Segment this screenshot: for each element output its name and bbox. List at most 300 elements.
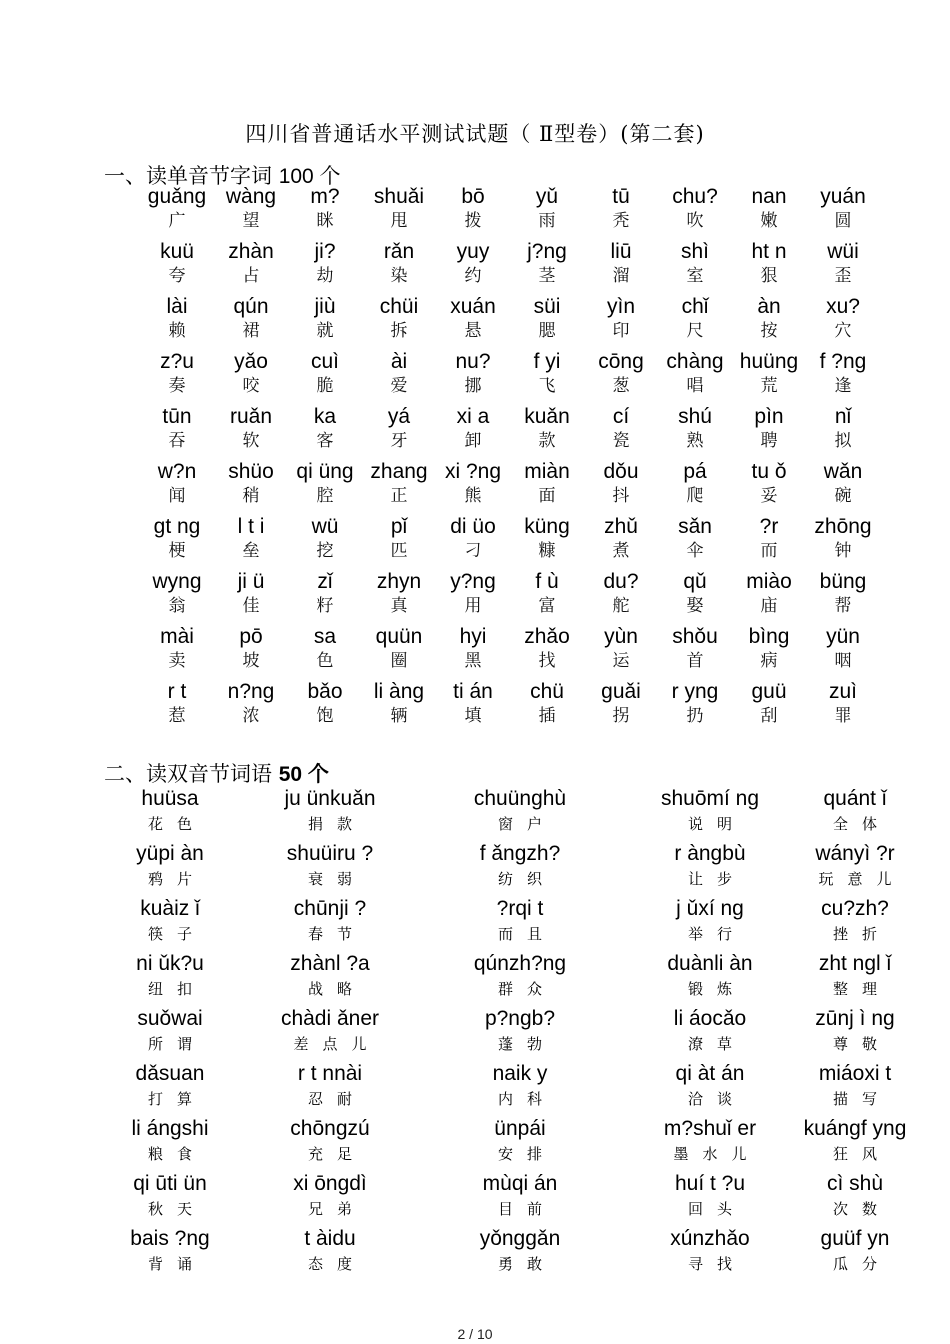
pinyin-text: kuǎn — [524, 405, 570, 428]
syllable-entry — [214, 239, 288, 294]
pinyin-text: yuy — [456, 240, 490, 263]
syllable-entry — [436, 294, 510, 349]
pinyin-text: chuünghù — [473, 787, 567, 810]
word-row — [100, 841, 910, 896]
hanzi-text: 瓷 — [612, 431, 630, 451]
syllable-entry — [806, 404, 880, 459]
syllable-entry — [732, 349, 806, 404]
word-entry — [800, 1061, 910, 1116]
syllable-entry — [584, 184, 658, 239]
pinyin-text: ?rqi t — [496, 897, 544, 920]
pinyin-text: hyi — [459, 625, 487, 648]
syllable-entry — [806, 294, 880, 349]
hanzi-text: 就 — [316, 321, 334, 341]
word-entry — [420, 1171, 620, 1226]
word-entry — [420, 1061, 620, 1116]
hanzi-text: 狠 — [760, 266, 778, 286]
section1-count: 100 个 — [278, 165, 341, 188]
pinyin-text: kuángf yng — [803, 1117, 907, 1140]
pinyin-text: miáoxi t — [818, 1062, 892, 1085]
pinyin-text: chüi — [379, 295, 419, 318]
word-entry — [800, 786, 910, 841]
pinyin-text: f yi — [533, 350, 561, 373]
word-entry — [240, 951, 420, 1006]
hanzi-text: 梗 — [168, 541, 186, 561]
syllable-entry — [658, 459, 732, 514]
hanzi-text: 茎 — [538, 266, 556, 286]
pinyin-text: shuōmí ng — [660, 787, 760, 810]
hanzi-text: 蓬勃 — [497, 1035, 556, 1053]
document-title: 四川省普通话水平测试试题（ Ⅱ型卷）(第二套) — [245, 122, 705, 146]
hanzi-text: 吹 — [686, 211, 704, 231]
pinyin-text: guüf yn — [820, 1227, 890, 1250]
pinyin-text: pá — [683, 460, 707, 483]
pinyin-text: chūnji ? — [293, 897, 367, 920]
hanzi-text: 飞 — [538, 376, 556, 396]
syllable-entry — [732, 679, 806, 734]
hanzi-text: 打算 — [147, 1090, 206, 1108]
hanzi-text: 让步 — [687, 870, 746, 888]
word-entry — [240, 841, 420, 896]
hanzi-text: 背诵 — [147, 1255, 206, 1273]
pinyin-text: pō — [239, 625, 263, 648]
syllable-entry — [362, 624, 436, 679]
pinyin-text: cu?zh? — [821, 897, 889, 920]
pinyin-text: ji ü — [237, 570, 265, 593]
hanzi-text: 帮 — [834, 596, 852, 616]
pinyin-text: j?ng — [527, 240, 567, 263]
syllable-entry — [658, 679, 732, 734]
hanzi-text: 整理 — [832, 980, 891, 998]
word-entry — [240, 1226, 420, 1281]
hanzi-text: 拆 — [390, 321, 408, 341]
pinyin-text: huüsa — [141, 787, 199, 810]
pinyin-text: nǐ — [834, 405, 852, 428]
page-number: 2 / 10 — [457, 1326, 493, 1342]
word-entry — [800, 1006, 910, 1061]
pinyin-text: suǒwai — [137, 1007, 203, 1030]
hanzi-text: 腮 — [538, 321, 556, 341]
hanzi-text: 眯 — [316, 211, 334, 231]
pinyin-text: cōng — [598, 350, 644, 373]
hanzi-text: 全体 — [832, 815, 891, 833]
pinyin-text: shuǎi — [373, 185, 425, 208]
hanzi-text: 举行 — [687, 925, 746, 943]
pinyin-text: sa — [313, 625, 337, 648]
pinyin-text: du? — [603, 570, 639, 593]
pinyin-text: küng — [524, 515, 570, 538]
pinyin-text: ?r — [759, 515, 779, 538]
pinyin-text: ka — [313, 405, 337, 428]
pinyin-text: f ?ng — [819, 350, 867, 373]
syllable-entry — [214, 569, 288, 624]
syllable-entry — [436, 459, 510, 514]
hanzi-text: 腔 — [316, 486, 334, 506]
pinyin-text: xúnzhǎo — [670, 1227, 750, 1250]
syllable-entry — [584, 294, 658, 349]
syllable-entry — [658, 184, 732, 239]
hanzi-text: 爱 — [390, 376, 408, 396]
hanzi-text: 说明 — [687, 815, 746, 833]
hanzi-text: 糠 — [538, 541, 556, 561]
syllable-entry — [806, 624, 880, 679]
hanzi-text: 回头 — [687, 1200, 746, 1218]
hanzi-text: 夸 — [168, 266, 186, 286]
word-entry — [100, 1116, 240, 1171]
hanzi-text: 面 — [538, 486, 556, 506]
word-entry — [620, 896, 800, 951]
hanzi-text: 纽扣 — [147, 980, 206, 998]
hanzi-text: 洽谈 — [687, 1090, 746, 1108]
syllable-entry — [140, 459, 214, 514]
syllable-entry — [584, 459, 658, 514]
syllable-entry — [214, 349, 288, 404]
hanzi-text: 溜 — [612, 266, 630, 286]
hanzi-text: 挖 — [316, 541, 334, 561]
syllable-row — [140, 404, 880, 459]
syllable-entry — [732, 239, 806, 294]
syllable-row — [140, 624, 880, 679]
pinyin-text: xi ōngdì — [293, 1172, 367, 1195]
hanzi-text: 染 — [390, 266, 408, 286]
syllable-entry — [510, 624, 584, 679]
hanzi-text: 舵 — [612, 596, 630, 616]
pinyin-text: j ǔxí ng — [676, 897, 744, 920]
pinyin-text: wǎn — [823, 460, 863, 483]
syllable-entry — [214, 459, 288, 514]
hanzi-text: 甩 — [390, 211, 408, 231]
pinyin-text: wyng — [152, 570, 202, 593]
pinyin-text: tū — [612, 185, 630, 208]
syllable-entry — [436, 624, 510, 679]
syllable-entry — [510, 514, 584, 569]
hanzi-text: 秋天 — [147, 1200, 206, 1218]
pinyin-text: chǐ — [681, 295, 709, 318]
pinyin-text: àn — [757, 295, 781, 318]
syllable-entry — [436, 349, 510, 404]
syllable-entry — [214, 624, 288, 679]
syllable-entry — [436, 569, 510, 624]
syllable-entry — [806, 514, 880, 569]
hanzi-text: 吞 — [168, 431, 186, 451]
syllable-entry — [732, 569, 806, 624]
pinyin-text: xi a — [456, 405, 490, 428]
syllable-entry — [436, 239, 510, 294]
pinyin-text: ünpái — [494, 1117, 546, 1140]
hanzi-text: 穴 — [834, 321, 852, 341]
section2-heading — [104, 758, 329, 788]
syllable-row — [140, 569, 880, 624]
word-entry — [100, 786, 240, 841]
hanzi-text: 挪 — [464, 376, 482, 396]
pinyin-text: t àidu — [304, 1227, 356, 1250]
syllable-row — [140, 679, 880, 734]
pinyin-text: mùqi án — [482, 1172, 558, 1195]
pinyin-text: zuì — [828, 680, 857, 703]
pinyin-text: di üo — [450, 515, 496, 538]
pinyin-text: yün — [826, 625, 860, 648]
hanzi-text: 印 — [612, 321, 630, 341]
syllable-entry — [658, 294, 732, 349]
hanzi-text: 逢 — [834, 376, 852, 396]
hanzi-text: 娶 — [686, 596, 704, 616]
pinyin-text: chü — [530, 680, 564, 703]
pinyin-text: qǔ — [683, 570, 707, 593]
hanzi-text: 碗 — [834, 486, 852, 506]
pinyin-text: shì — [680, 240, 709, 263]
pinyin-text: tūn — [162, 405, 192, 428]
syllable-entry — [584, 514, 658, 569]
hanzi-text: 色 — [316, 651, 334, 671]
syllable-entry — [584, 679, 658, 734]
hanzi-text: 群众 — [497, 980, 556, 998]
pinyin-text: li ángshi — [131, 1117, 209, 1140]
word-entry — [620, 951, 800, 1006]
pinyin-text: yuán — [820, 185, 866, 208]
hanzi-text: 兄弟 — [307, 1200, 366, 1218]
hanzi-text: 妥 — [760, 486, 778, 506]
hanzi-text: 奏 — [168, 376, 186, 396]
word-entry — [420, 951, 620, 1006]
syllable-entry — [806, 239, 880, 294]
syllable-entry — [362, 569, 436, 624]
hanzi-text: 唱 — [686, 376, 704, 396]
hanzi-text: 衰弱 — [307, 870, 366, 888]
pinyin-text: ju ünkuǎn — [284, 787, 376, 810]
word-entry — [620, 1006, 800, 1061]
pinyin-text: nu? — [455, 350, 491, 373]
word-entry — [240, 896, 420, 951]
hanzi-text: 拐 — [612, 706, 630, 726]
pinyin-text: cuì — [310, 350, 339, 373]
hanzi-text: 内科 — [497, 1090, 556, 1108]
pinyin-text: w?n — [157, 460, 197, 483]
pinyin-text: liū — [610, 240, 632, 263]
pinyin-text: cì shù — [826, 1172, 884, 1195]
syllable-entry — [732, 514, 806, 569]
hanzi-text: 态度 — [307, 1255, 366, 1273]
hanzi-text: 雨 — [538, 211, 556, 231]
hanzi-text: 差点儿 — [293, 1035, 381, 1053]
syllable-row — [140, 514, 880, 569]
hanzi-text: 饱 — [316, 706, 334, 726]
hanzi-text: 广 — [168, 211, 186, 231]
syllable-entry — [732, 404, 806, 459]
syllable-entry — [510, 569, 584, 624]
pinyin-text: quün — [375, 625, 423, 648]
word-entry — [240, 1006, 420, 1061]
hanzi-text: 锻炼 — [687, 980, 746, 998]
hanzi-text: 室 — [686, 266, 704, 286]
hanzi-text: 鸦片 — [147, 870, 206, 888]
pinyin-text: l t i — [237, 515, 265, 538]
hanzi-text: 圈 — [390, 651, 408, 671]
syllable-entry — [140, 349, 214, 404]
syllable-entry — [510, 349, 584, 404]
pinyin-text: ruǎn — [229, 405, 273, 428]
word-row — [100, 1226, 910, 1281]
syllable-entry — [510, 239, 584, 294]
hanzi-text: 首 — [686, 651, 704, 671]
hanzi-text: 尊敬 — [832, 1035, 891, 1053]
hanzi-text: 安排 — [497, 1145, 556, 1163]
pinyin-text: zhǎo — [524, 625, 570, 648]
pinyin-text: zhǔ — [604, 515, 638, 538]
hanzi-text: 描写 — [832, 1090, 891, 1108]
syllable-entry — [806, 349, 880, 404]
hanzi-text: 望 — [242, 211, 260, 231]
word-entry — [240, 1171, 420, 1226]
pinyin-text: n?ng — [227, 680, 275, 703]
word-entry — [420, 1006, 620, 1061]
hanzi-text: 刁 — [464, 541, 482, 561]
hanzi-text: 真 — [390, 596, 408, 616]
pinyin-text: tu ǒ — [751, 460, 787, 483]
pinyin-text: m?shuǐ er — [663, 1117, 757, 1140]
single-syllable-grid — [140, 184, 880, 734]
pinyin-text: guü — [751, 680, 787, 703]
syllable-entry — [510, 294, 584, 349]
hanzi-text: 劫 — [316, 266, 334, 286]
pinyin-text: z?u — [160, 350, 194, 373]
pinyin-text: bais ?ng — [130, 1227, 210, 1250]
syllable-entry — [436, 404, 510, 459]
word-entry — [100, 1061, 240, 1116]
pinyin-text: guǎng — [147, 185, 207, 208]
syllable-entry — [584, 624, 658, 679]
pinyin-text: qi üng — [296, 460, 354, 483]
syllable-entry — [362, 239, 436, 294]
syllable-entry — [658, 239, 732, 294]
hanzi-text: 按 — [760, 321, 778, 341]
syllable-entry — [436, 514, 510, 569]
pinyin-text: kuàiz ǐ — [140, 897, 200, 920]
syllable-entry — [140, 514, 214, 569]
syllable-entry — [288, 514, 362, 569]
hanzi-text: 运 — [612, 651, 630, 671]
syllable-entry — [362, 294, 436, 349]
hanzi-text: 咽 — [834, 651, 852, 671]
syllable-entry — [140, 679, 214, 734]
hanzi-text: 充足 — [307, 1145, 366, 1163]
pinyin-text: zūnj ì ng — [815, 1007, 895, 1030]
syllable-entry — [140, 569, 214, 624]
pinyin-text: li àng — [373, 680, 425, 703]
syllable-entry — [288, 184, 362, 239]
syllable-entry — [658, 349, 732, 404]
pinyin-text: gt ng — [153, 515, 201, 538]
pinyin-text: dǎsuan — [135, 1062, 205, 1085]
word-entry — [800, 1116, 910, 1171]
hanzi-text: 牙 — [390, 431, 408, 451]
syllable-entry — [732, 294, 806, 349]
double-syllable-grid — [100, 786, 910, 1281]
syllable-entry — [214, 404, 288, 459]
word-entry — [240, 786, 420, 841]
pinyin-text: yǔ — [535, 185, 559, 208]
syllable-entry — [584, 239, 658, 294]
syllable-entry — [362, 679, 436, 734]
pinyin-text: jiù — [314, 295, 336, 318]
syllable-row — [140, 184, 880, 239]
hanzi-text: 占 — [242, 266, 260, 286]
pinyin-text: yǒnggǎn — [479, 1227, 561, 1250]
hanzi-text: 而且 — [497, 925, 556, 943]
hanzi-text: 嫩 — [760, 211, 778, 231]
hanzi-text: 筷子 — [147, 925, 206, 943]
section2-label: 二、读双音节词语 — [104, 762, 272, 786]
hanzi-text: 寻找 — [687, 1255, 746, 1273]
pinyin-text: zhōng — [814, 515, 872, 538]
pinyin-text: qi ūti ün — [133, 1172, 207, 1195]
pinyin-text: naik y — [492, 1062, 548, 1085]
syllable-entry — [658, 404, 732, 459]
word-entry — [240, 1061, 420, 1116]
hanzi-text: 款 — [538, 431, 556, 451]
pinyin-text: m? — [310, 185, 340, 208]
hanzi-text: 而 — [760, 541, 778, 561]
syllable-entry — [806, 569, 880, 624]
hanzi-text: 尺 — [686, 321, 704, 341]
word-entry — [800, 841, 910, 896]
hanzi-text: 窗户 — [497, 815, 556, 833]
hanzi-text: 客 — [316, 431, 334, 451]
hanzi-text: 抖 — [612, 486, 630, 506]
word-entry — [100, 896, 240, 951]
hanzi-text: 用 — [464, 596, 482, 616]
syllable-entry — [510, 404, 584, 459]
word-entry — [240, 1116, 420, 1171]
syllable-entry — [732, 624, 806, 679]
syllable-entry — [658, 514, 732, 569]
hanzi-text: 次数 — [832, 1200, 891, 1218]
pinyin-text: bō — [461, 185, 485, 208]
pinyin-text: xu? — [826, 295, 860, 318]
hanzi-text: 填 — [464, 706, 482, 726]
pinyin-text: cí — [612, 405, 630, 428]
pinyin-text: chu? — [672, 185, 718, 208]
word-entry — [620, 1171, 800, 1226]
pinyin-text: huüng — [739, 350, 799, 373]
syllable-entry — [732, 459, 806, 514]
syllable-entry — [510, 459, 584, 514]
word-row — [100, 1116, 910, 1171]
pinyin-text: bìng — [748, 625, 790, 648]
hanzi-text: 辆 — [390, 706, 408, 726]
pinyin-text: yìn — [606, 295, 635, 318]
hanzi-text: 纺织 — [497, 870, 556, 888]
word-entry — [420, 841, 620, 896]
word-row — [100, 1061, 910, 1116]
pinyin-text: dǒu — [603, 460, 639, 483]
pinyin-text: chàdi ǎner — [280, 1007, 380, 1030]
hanzi-text: 拨 — [464, 211, 482, 231]
word-entry — [620, 1226, 800, 1281]
hanzi-text: 聘 — [760, 431, 778, 451]
pinyin-text: li áocǎo — [673, 1007, 747, 1030]
hanzi-text: 垒 — [242, 541, 260, 561]
syllable-entry — [584, 404, 658, 459]
pinyin-text: f ǎngzh? — [479, 842, 561, 865]
pinyin-text: kuü — [160, 240, 194, 263]
pinyin-text: r àngbù — [674, 842, 746, 865]
pinyin-text: zhàn — [228, 240, 274, 263]
hanzi-text: 玩意儿 — [818, 870, 906, 888]
word-entry — [800, 951, 910, 1006]
pinyin-text: wü — [311, 515, 339, 538]
word-entry — [420, 1226, 620, 1281]
pinyin-text: zhang — [370, 460, 428, 483]
